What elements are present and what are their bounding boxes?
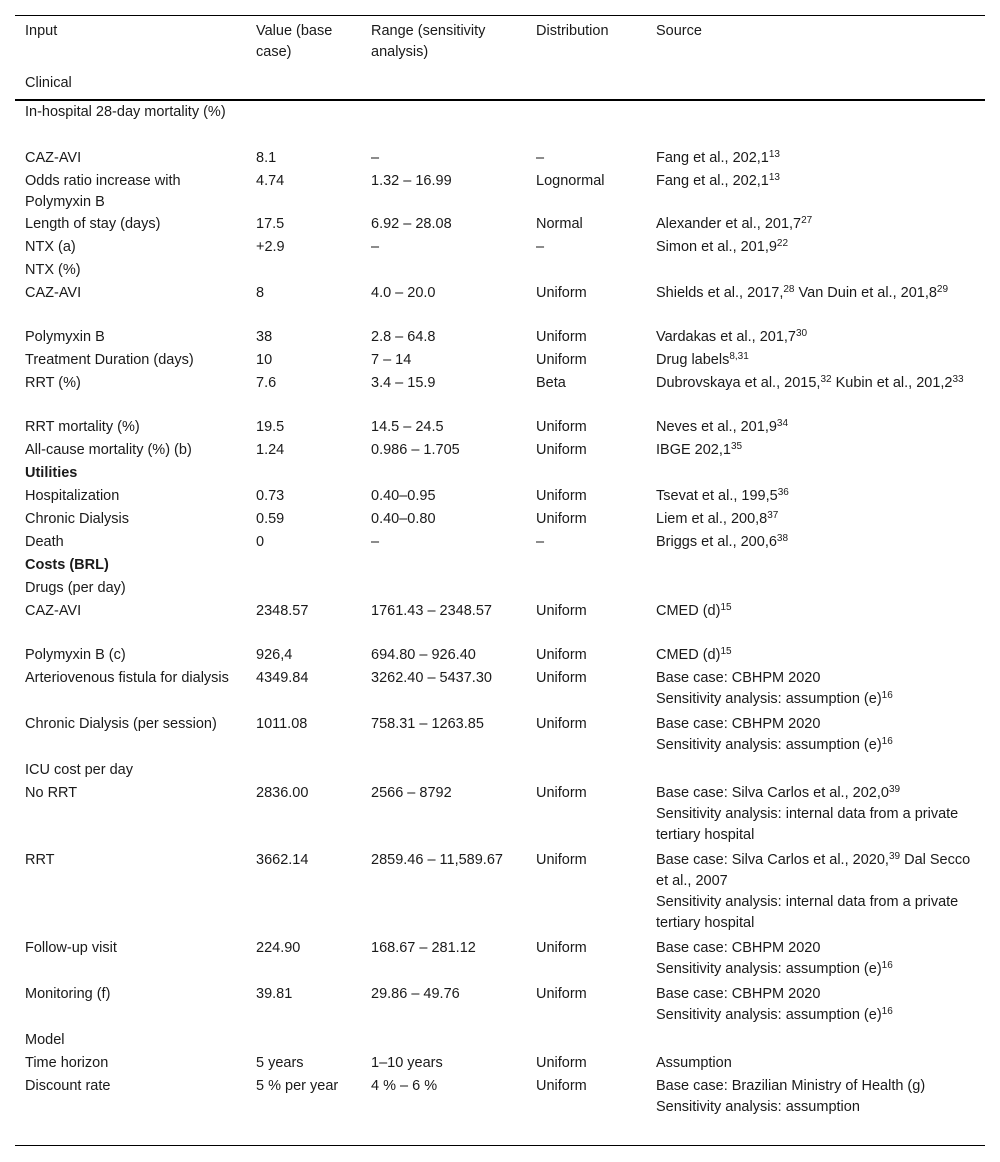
cell-value: 1011.08: [256, 716, 308, 732]
cell-input: RRT (%): [25, 375, 81, 391]
cell-input: Follow-up visit: [25, 940, 117, 956]
source-text: Sensitivity analysis: assumption $(e)^{16}$: [656, 1006, 893, 1023]
header-rule: [15, 99, 985, 101]
cell-range: 2.8 – 64.8: [371, 329, 436, 345]
cell-source: [656, 214, 971, 235]
source-text: Liem et al., 200,8$^{37}$: [656, 510, 779, 527]
source-text: Simon et al., 201,9$^{22}$: [656, 238, 789, 255]
cell-distribution: Uniform: [536, 716, 587, 732]
cell-source: [656, 509, 971, 530]
source-text: Fang et al., 202,1$^{13}$: [656, 172, 780, 189]
cell-source: [656, 645, 971, 666]
cell-source: [656, 783, 971, 846]
cell-input: Utilities: [25, 465, 78, 481]
cell-input: Treatment Duration (days): [25, 352, 194, 368]
citation-superscript: 15: [720, 646, 732, 657]
cell-input: Polymyxin B: [25, 329, 105, 345]
citation-superscript: 38: [776, 533, 789, 544]
cell-source: [656, 417, 971, 438]
cell-range: 0.40–0.80: [371, 511, 436, 527]
source-text: CMED $(d)^{15}$: [656, 602, 732, 619]
source-text: IBGE 202,1$^{35}$: [656, 441, 743, 458]
cell-range: –: [371, 534, 380, 550]
cell-distribution: Normal: [536, 216, 583, 232]
cell-value: 224.90: [256, 940, 301, 956]
citation-superscript: 34: [776, 418, 789, 429]
cell-distribution: Uniform: [536, 1078, 587, 1094]
cell-input: Chronic Dialysis: [25, 511, 129, 527]
cell-input: CAZ-AVI: [25, 150, 82, 166]
cell-range: 2859.46 – 11,589.67: [371, 852, 503, 868]
cell-value: 5 % per year: [256, 1078, 339, 1094]
cell-distribution: Uniform: [536, 986, 587, 1002]
cell-value: 0.59: [256, 511, 285, 527]
cell-source: [656, 486, 971, 507]
cell-source: [656, 1053, 971, 1074]
cell-input: No RRT: [25, 785, 78, 801]
cell-range: 758.31 – 1263.85: [371, 716, 484, 732]
cell-input: NTX (%): [25, 262, 81, 278]
source-text: Sensitivity analysis: assumption: [656, 1099, 860, 1115]
cell-source: [656, 984, 971, 1026]
cell-source: [656, 668, 971, 710]
cell-source: [656, 1076, 971, 1118]
cell-source: [656, 714, 971, 756]
source-text: Dubrovskaya et al., 2015,32: [656, 374, 832, 391]
cell-value: 1.24: [256, 442, 285, 458]
cell-range: 7 – 14: [371, 352, 412, 368]
cell-value: 2348.57: [256, 603, 309, 619]
cell-input: CAZ-AVI: [25, 285, 82, 301]
cell-distribution: Uniform: [536, 1055, 587, 1071]
cell-distribution: Uniform: [536, 647, 587, 663]
cell-distribution: –: [536, 239, 545, 255]
citation-superscript: 28: [783, 284, 795, 295]
cell-distribution: Uniform: [536, 670, 587, 686]
cell-input: RRT mortality (%): [25, 419, 140, 435]
cell-source: [656, 148, 971, 169]
cell-distribution: Uniform: [536, 352, 587, 368]
cell-range: 29.86 – 49.76: [371, 986, 460, 1002]
source-text: Van Duin et al., 201,8$^{29}$: [794, 284, 949, 301]
source-text: Base case: CBHPM 2020: [656, 716, 821, 732]
source-text: Neves et al., 201,9$^{34}$: [656, 418, 789, 435]
cell-value: 38: [256, 329, 273, 345]
cell-range: –: [371, 150, 380, 166]
cell-input: In-hospital 28-day mortality (%): [25, 104, 226, 120]
cell-source: [656, 850, 971, 934]
cell-input: Odds ratio increase with Polymyxin B: [25, 173, 181, 210]
cell-input: NTX (a): [25, 239, 76, 255]
cell-input: Chronic Dialysis (per session): [25, 716, 217, 732]
cell-value: 2836.00: [256, 785, 309, 801]
cell-source: [656, 373, 971, 394]
cell-distribution: –: [536, 534, 545, 550]
cell-range: 3262.40 – 5437.30: [371, 670, 492, 686]
citation-superscript: 32: [820, 374, 832, 385]
cell-range: 2566 – 8792: [371, 785, 452, 801]
cell-distribution: Uniform: [536, 940, 587, 956]
cell-input: Arteriovenous fistula for dialysis: [25, 670, 229, 686]
source-text: Vardakas et al., 201,7$^{30}$: [656, 328, 808, 345]
source-text: Base case: CBHPM 2020: [656, 986, 821, 1002]
cell-input: Discount rate: [25, 1078, 111, 1094]
citation-superscript: 36: [777, 487, 789, 498]
cell-range: 6.92 – 28.08: [371, 216, 452, 232]
cell-input: RRT: [25, 852, 55, 868]
citation-superscript: 15: [720, 602, 732, 613]
cell-range: 3.4 – 15.9: [371, 375, 436, 391]
citation-superscript: 13: [768, 172, 780, 183]
cell-value: 8: [256, 285, 265, 301]
source-text: Briggs et al., 200,6$^{38}$: [656, 533, 789, 550]
cell-value: 0: [256, 534, 265, 550]
source-text: CMED $(d)^{15}$: [656, 646, 732, 663]
cell-source: [656, 327, 971, 348]
cell-value: 5 years: [256, 1055, 304, 1071]
citation-superscript: 16: [881, 960, 893, 971]
citation-superscript: 39: [888, 784, 901, 795]
bottom-rule: [15, 1145, 985, 1146]
cell-value: 10: [256, 352, 273, 368]
cell-range: 168.67 – 281.12: [371, 940, 476, 956]
cell-input: Monitoring (f): [25, 986, 111, 1002]
cell-range: –: [371, 239, 380, 255]
cell-distribution: Beta: [536, 375, 566, 391]
citation-superscript: 29: [936, 284, 949, 295]
col-header-value: Value (base case): [256, 23, 333, 60]
cell-value: 17.5: [256, 216, 285, 232]
citation-superscript: 30: [796, 328, 808, 339]
cell-distribution: Uniform: [536, 419, 587, 435]
cell-value: 0.73: [256, 488, 285, 504]
cell-input: Time horizon: [25, 1055, 109, 1071]
cell-value: +2.9: [256, 239, 285, 255]
source-text: Base case: Silva Carlos et al., 202,0$^{39}$: [656, 784, 901, 801]
cell-source: [656, 171, 971, 192]
cell-distribution: Uniform: [536, 603, 587, 619]
source-text: Drug labels$^{8,31}$: [656, 351, 749, 368]
citation-superscript: 39: [888, 851, 901, 862]
cell-distribution: Uniform: [536, 852, 587, 868]
citation-superscript: 35: [730, 441, 743, 452]
cell-distribution: Uniform: [536, 285, 587, 301]
citation-superscript: 16: [881, 1006, 893, 1017]
source-text: Sensitivity analysis: assumption $(e)^{16}$: [656, 690, 893, 707]
cell-value: 7.6: [256, 375, 277, 391]
cell-range: 4.0 – 20.0: [371, 285, 436, 301]
cell-input: Length of stay (days): [25, 216, 161, 232]
cell-distribution: Uniform: [536, 488, 587, 504]
cell-value: 4.74: [256, 173, 285, 189]
cell-range: 694.80 – 926.40: [371, 647, 476, 663]
citation-superscript: 22: [776, 238, 789, 249]
cell-range: 0.40–0.95: [371, 488, 436, 504]
col-header-range: Range (sensitivity analysis): [371, 23, 486, 60]
cell-source: [656, 601, 971, 622]
cell-source: [656, 440, 971, 461]
cell-range: 14.5 – 24.5: [371, 419, 444, 435]
citation-superscript: 8,31: [729, 351, 749, 362]
cell-source: [656, 283, 971, 304]
cell-range: 1.32 – 16.99: [371, 173, 452, 189]
source-text: Sensitivity analysis: internal data from a private tertiary hospital: [656, 806, 959, 843]
source-text: Base case: Silva Carlos et al., 2020,39: [656, 851, 901, 868]
top-rule: [15, 15, 985, 16]
col-header-source: Source: [656, 23, 702, 39]
cell-input: CAZ-AVI: [25, 603, 82, 619]
cell-distribution: Uniform: [536, 785, 587, 801]
cell-input: Death: [25, 534, 64, 550]
col-header-input: Input: [25, 23, 58, 39]
source-text: Base case: CBHPM 2020: [656, 940, 821, 956]
cell-range: 4 % – 6 %: [371, 1078, 438, 1094]
source-text: Fang et al., 202,1$^{13}$: [656, 149, 780, 166]
cell-range: 0.986 – 1.705: [371, 442, 460, 458]
source-text: Base case: Brazilian Ministry of Health (g): [656, 1078, 926, 1094]
source-text: Alexander et al., 201,7$^{27}$: [656, 215, 813, 232]
cell-input: All-cause mortality (%) (b): [25, 442, 192, 458]
source-text: Sensitivity analysis: internal data from a private tertiary hospital: [656, 894, 959, 931]
cell-value: 39.81: [256, 986, 293, 1002]
source-text: Tsevat et al., 199,5$^{36}$: [656, 487, 789, 504]
citation-superscript: 27: [801, 215, 813, 226]
cell-input: Hospitalization: [25, 488, 120, 504]
source-text: Assumption: [656, 1055, 732, 1071]
source-text: Kubin et al., 201,2$^{33}$: [831, 374, 964, 391]
source-text: Base case: CBHPM 2020: [656, 670, 821, 686]
cell-source: [656, 237, 971, 258]
cell-range: 1761.43 – 2348.57: [371, 603, 492, 619]
cell-range: 1–10 years: [371, 1055, 443, 1071]
source-text: Dal Secco et al., 2007: [656, 852, 971, 889]
cell-distribution: Uniform: [536, 442, 587, 458]
col-header-distribution: Distribution: [536, 23, 609, 39]
cell-value: 8.1: [256, 150, 277, 166]
cell-input: Costs (BRL): [25, 557, 109, 573]
cell-value: 3662.14: [256, 852, 309, 868]
cell-distribution: –: [536, 150, 545, 166]
cell-input: Polymyxin B (c): [25, 647, 126, 663]
citation-superscript: 33: [952, 374, 964, 385]
section-clinical: Clinical: [25, 75, 72, 91]
citation-superscript: 37: [767, 510, 779, 521]
cell-distribution: Uniform: [536, 511, 587, 527]
source-text: Sensitivity analysis: assumption $(e)^{16}$: [656, 736, 893, 753]
citation-superscript: 16: [881, 736, 893, 747]
cell-input: ICU cost per day: [25, 762, 133, 778]
source-text: Sensitivity analysis: assumption $(e)^{16}$: [656, 960, 893, 977]
cell-value: 926,4: [256, 647, 293, 663]
cell-value: 4349.84: [256, 670, 309, 686]
cell-distribution: Uniform: [536, 329, 587, 345]
cell-distribution: Lognormal: [536, 173, 605, 189]
cell-input: Model: [25, 1032, 65, 1048]
cell-source: [656, 532, 971, 553]
cell-input: Drugs (per day): [25, 580, 126, 596]
source-text: Shields et al., 2017,28: [656, 284, 795, 301]
citation-superscript: 16: [881, 690, 893, 701]
cell-source: [656, 938, 971, 980]
cell-source: [656, 350, 971, 371]
cell-value: 19.5: [256, 419, 285, 435]
citation-superscript: 13: [768, 149, 780, 160]
